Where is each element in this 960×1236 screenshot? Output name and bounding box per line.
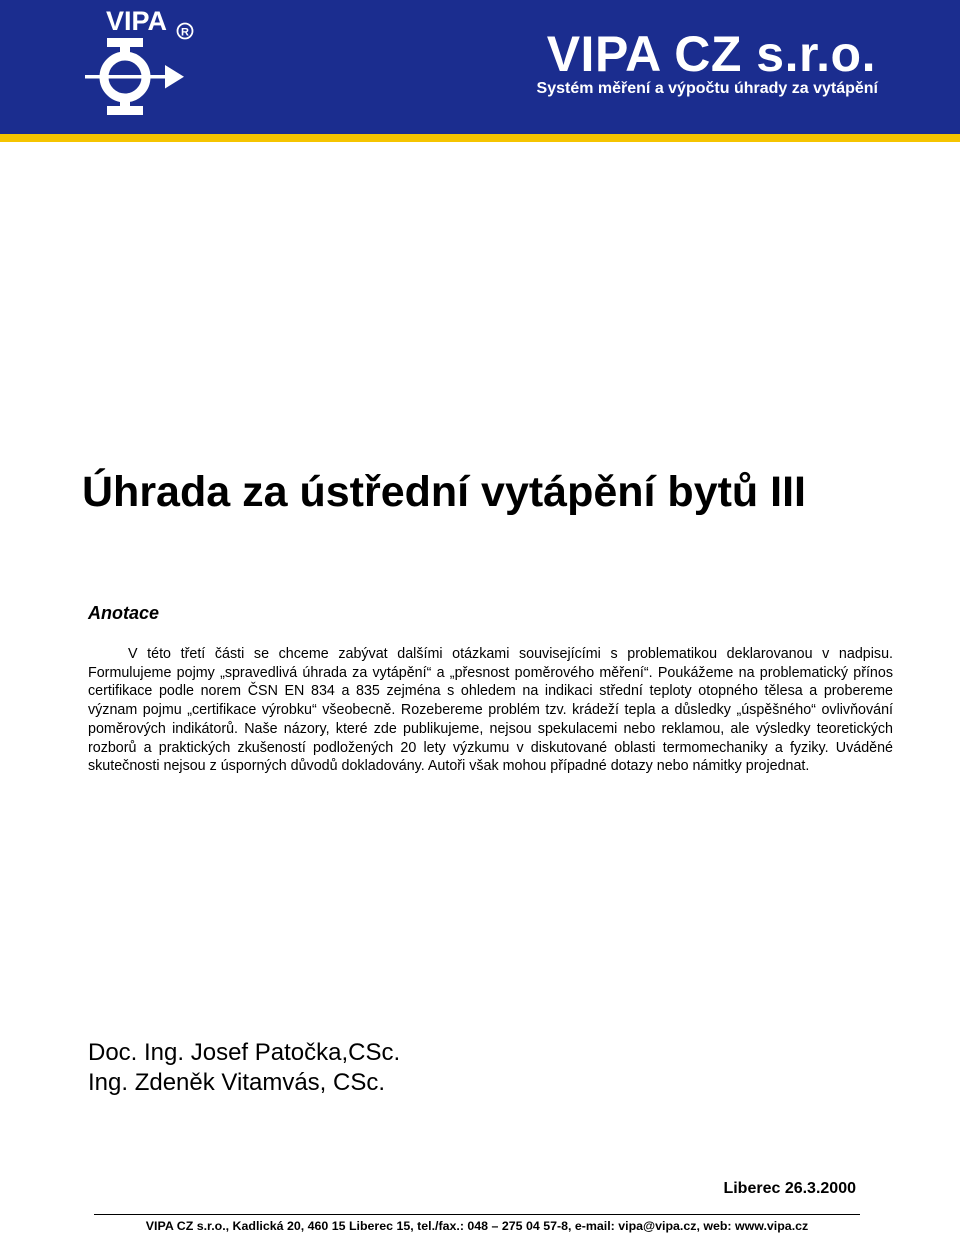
abstract-paragraph — [88, 645, 893, 776]
header-accent-strip — [0, 134, 960, 142]
footer-contact: VIPA CZ s.r.o., Kadlická 20, 460 15 Liberec 15, tel./fax.: 048 – 275 04 57-8, e-mail: vipa@vipa.cz, web: www.vipa.cz — [145, 1219, 809, 1233]
abstract-heading: Anotace — [88, 603, 160, 623]
svg-text:R: R — [181, 26, 189, 39]
author-name: Doc. Ing. Josef Patočka,CSc. — [88, 1039, 401, 1066]
document-title: Úhrada za ústřední vytápění bytů III — [82, 468, 806, 516]
header-banner — [0, 0, 960, 134]
footer-divider — [94, 1214, 860, 1215]
vipa-logo — [80, 4, 210, 128]
place-and-date: Liberec 26.3.2000 — [723, 1180, 856, 1197]
authors-block — [88, 1038, 400, 1098]
logo-wordmark: VIPA — [106, 6, 168, 36]
company-tagline: Systém měření a výpočtu úhrady za vytápění — [536, 80, 878, 97]
author-name: Ing. Zdeněk Vitamvás, CSc. — [88, 1069, 386, 1096]
company-name: VIPA CZ s.r.o. — [546, 26, 876, 82]
abstract-text: V této třetí části se chceme zabývat dalšími otázkami souvisejícími s problematikou deklarovanou v nadpisu. Formulujeme pojmy „spravedlivá úhrada za vytápění“ a „přesnost poměrového měření“. Poukážeme na problematický přínos certifikace podle norem ČSN EN 834 a 835 zejména s ohledem na indikaci střední teploty otopného tělesa a probereme význam pojmu „certifikace výrobku“ všeobecně. Rozebereme problém tzv. krádeží tepla a důsledky „úspěšného“ ovlivňování poměrových indikátorů. Naše názory, které zde publikujeme, nejsou spekulacemi nebo reklamou, ale výsledky teoretických rozborů a praktických zkušeností podložených 20 lety výzkumu v diskutované oblasti termomechaniky a fyziky. Uváděné skutečnosti nejsou z úsporných důvodů dokladovány. Autoři však mohou případné dotazy nebo námitky projednat. — [88, 646, 893, 775]
